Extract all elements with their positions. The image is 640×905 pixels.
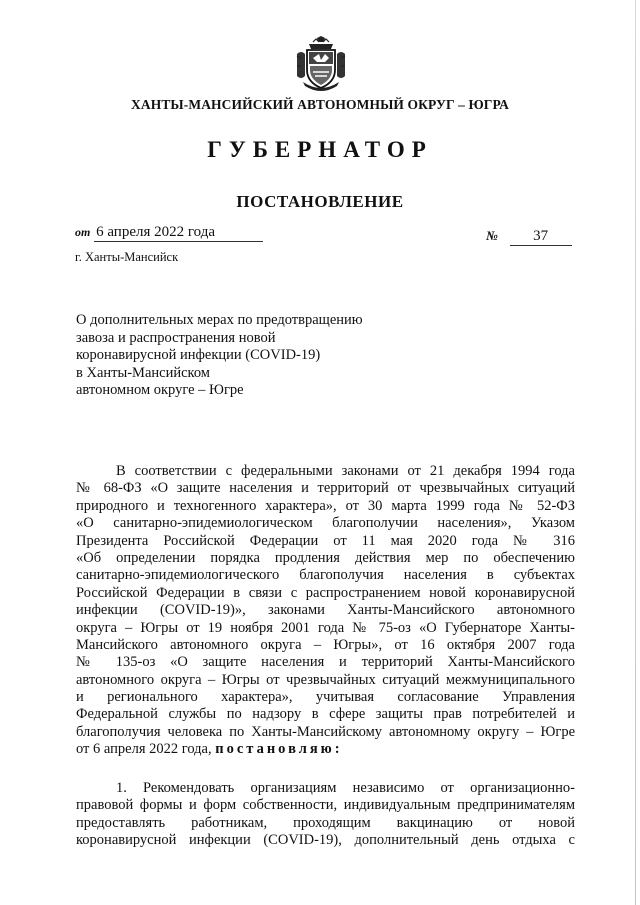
number-line xyxy=(486,228,572,246)
city: г. Ханты-Мансийск xyxy=(75,250,179,264)
coat-of-arms-icon xyxy=(295,36,347,92)
text-line: Федеральной службы по надзору в сфере защиты прав потребителей и xyxy=(76,706,575,723)
text-line: автономного округа – Югры от чрезвычайных ситуаций межмуниципального xyxy=(76,671,575,688)
preamble-paragraph xyxy=(76,463,575,759)
text-line: округа – Югры от 19 ноября 2001 года № 75-оз «О Губернаторе Ханты- xyxy=(76,619,575,636)
text-line: благополучия человека по Ханты-Мансийскому автономному округу – Югре xyxy=(76,723,575,740)
preamble-date: от 6 апреля 2022 года, xyxy=(76,741,212,758)
text-line: предоставлять работникам, проходящим вакцинацию от новой xyxy=(76,814,575,831)
document-date: 6 апреля 2022 года xyxy=(94,224,263,242)
text-line: «О санитарно-эпидемиологическом благополучии населения», Указом xyxy=(76,515,575,532)
text-line-last xyxy=(76,741,575,758)
text-line: санитарно-эпидемиологического благополучия населения в субъектах xyxy=(76,567,575,584)
text-line: Российской Федерации в связи с распространением новой коронавирусной xyxy=(76,584,575,601)
text-line: В соответствии с федеральными законами от 21 декабря 1994 года xyxy=(116,463,575,479)
item-1-paragraph xyxy=(76,780,575,850)
text-line: № 68-ФЗ «О защите населения и территорий от чрезвычайных ситуаций xyxy=(76,480,575,497)
text-line: 1. Рекомендовать организациям независимо от организационно- xyxy=(116,780,575,796)
subject-line: коронавирусной инфекции (COVID-19) xyxy=(76,347,321,363)
document-type: ПОСТАНОВЛЕНИЕ xyxy=(236,192,404,211)
text-line: Мансийского автономного округа – Югры», от 16 октября 2007 года xyxy=(76,636,575,653)
region-name: ХАНТЫ-МАНСИЙСКИЙ АВТОНОМНЫЙ ОКРУГ – ЮГРА xyxy=(131,97,509,112)
text-line: № 135-оз «О защите населения и территорий Ханты-Мансийского xyxy=(76,654,575,671)
text-line: коронавирусной инфекции (COVID-19), дополнительный день отдыха с xyxy=(76,832,575,849)
subject-line: в Ханты-Мансийском xyxy=(76,364,210,381)
subject-line: автономном округе – Югре xyxy=(76,382,244,398)
text-line: инфекции (COVID-19)», законами Ханты-Мансийского автономного xyxy=(76,602,575,619)
page-edge-line xyxy=(635,0,636,905)
decree-word: постановляю: xyxy=(215,741,343,758)
text-line: и регионального характера», учитывая согласование Управления xyxy=(76,689,575,706)
document-subject xyxy=(76,312,363,400)
subject-line: О дополнительных мерах по предотвращению xyxy=(76,312,363,328)
date-line xyxy=(75,224,263,242)
governor-title: ГУБЕРНАТОР xyxy=(207,137,433,162)
text-line: правовой формы и форм собственности, индивидуальным предпринимателям xyxy=(76,797,575,814)
text-line: природного и техногенного характера», от 30 марта 1999 года № 52-ФЗ xyxy=(76,497,575,514)
date-prefix: от xyxy=(75,225,91,239)
subject-line: завоза и распространения новой xyxy=(76,329,276,346)
text-line: Президента Российской Федерации от 11 мая 2020 года № 316 xyxy=(76,532,575,549)
document-number: 37 xyxy=(510,228,572,246)
text-line: «Об определении порядка продления действия мер по обеспечению xyxy=(76,549,575,566)
number-prefix: № xyxy=(486,228,498,243)
